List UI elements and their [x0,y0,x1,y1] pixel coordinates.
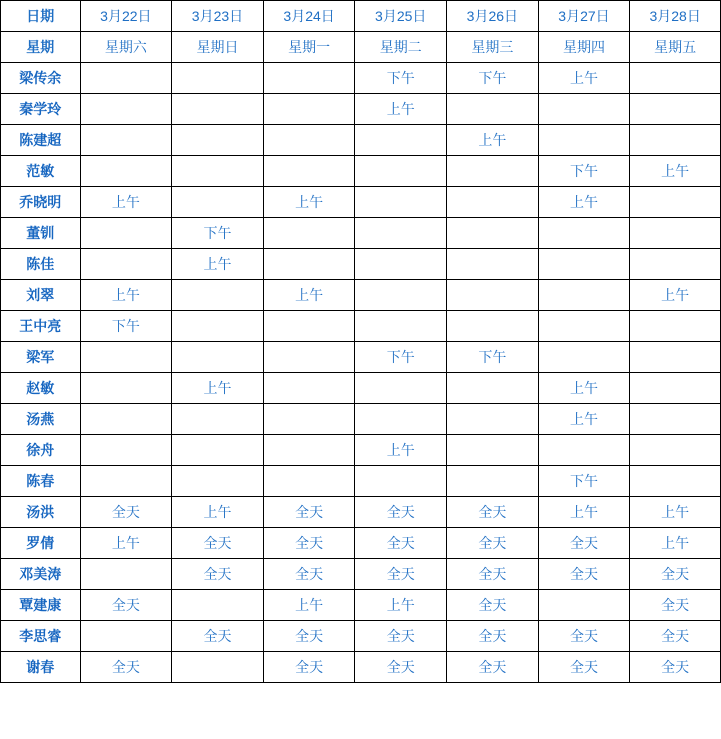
shift-cell: 全天 [355,621,447,652]
date-header-cell: 3月23日 [172,1,264,32]
empty-shift-cell [263,404,355,435]
shift-cell: 下午 [355,342,447,373]
table-row [1,497,721,528]
table-row [1,156,721,187]
empty-shift-cell [630,249,721,280]
shift-cell: 全天 [630,621,721,652]
empty-shift-cell [172,63,264,94]
shift-cell: 上午 [630,280,721,311]
person-name-cell: 赵敏 [1,373,81,404]
shift-cell: 上午 [630,497,721,528]
empty-shift-cell [80,94,172,125]
shift-cell: 全天 [447,528,539,559]
shift-cell: 全天 [630,559,721,590]
empty-shift-cell [355,466,447,497]
empty-shift-cell [172,311,264,342]
person-name-cell: 梁传余 [1,63,81,94]
date-header-cell: 3月22日 [80,1,172,32]
table-row [1,590,721,621]
empty-shift-cell [263,311,355,342]
shift-cell: 上午 [538,63,630,94]
empty-shift-cell [80,373,172,404]
empty-shift-cell [80,435,172,466]
person-name-cell: 汤燕 [1,404,81,435]
shift-cell: 全天 [630,652,721,683]
empty-shift-cell [172,466,264,497]
shift-cell: 全天 [355,528,447,559]
empty-shift-cell [80,125,172,156]
shift-cell: 全天 [80,497,172,528]
empty-shift-cell [447,218,539,249]
shift-cell: 上午 [172,373,264,404]
person-name-cell: 王中亮 [1,311,81,342]
shift-cell: 全天 [263,652,355,683]
empty-shift-cell [263,373,355,404]
empty-shift-cell [172,94,264,125]
table-row [1,621,721,652]
empty-shift-cell [630,94,721,125]
empty-shift-cell [263,218,355,249]
empty-shift-cell [355,280,447,311]
empty-shift-cell [447,187,539,218]
table-row [1,652,721,683]
shift-cell: 下午 [447,342,539,373]
weekday-header-cell: 星期三 [447,32,539,63]
empty-shift-cell [630,187,721,218]
shift-cell: 下午 [538,156,630,187]
shift-cell: 全天 [447,497,539,528]
empty-shift-cell [80,342,172,373]
empty-shift-cell [172,187,264,218]
empty-shift-cell [172,590,264,621]
empty-shift-cell [263,156,355,187]
empty-shift-cell [80,63,172,94]
empty-shift-cell [447,311,539,342]
empty-shift-cell [630,125,721,156]
empty-shift-cell [630,342,721,373]
empty-shift-cell [355,218,447,249]
table-row [1,249,721,280]
date-header-row [1,1,721,32]
empty-shift-cell [538,125,630,156]
shift-cell: 下午 [447,63,539,94]
shift-cell: 上午 [172,497,264,528]
empty-shift-cell [355,156,447,187]
empty-shift-cell [172,404,264,435]
person-name-cell: 刘翠 [1,280,81,311]
shift-cell: 上午 [538,187,630,218]
empty-shift-cell [80,156,172,187]
shift-cell: 上午 [80,187,172,218]
table-row [1,373,721,404]
table-row [1,311,721,342]
weekday-header-row [1,32,721,63]
shift-cell: 全天 [630,590,721,621]
shift-cell: 全天 [355,652,447,683]
empty-shift-cell [80,249,172,280]
person-name-cell: 李思睿 [1,621,81,652]
empty-shift-cell [355,125,447,156]
person-name-cell: 罗倩 [1,528,81,559]
shift-cell: 上午 [630,528,721,559]
empty-shift-cell [172,652,264,683]
shift-cell: 上午 [630,156,721,187]
shift-cell: 全天 [263,621,355,652]
empty-shift-cell [80,559,172,590]
shift-cell: 全天 [538,559,630,590]
empty-shift-cell [630,63,721,94]
date-header-cell: 3月24日 [263,1,355,32]
shift-cell: 上午 [263,590,355,621]
person-name-cell: 邓美涛 [1,559,81,590]
table-row [1,342,721,373]
empty-shift-cell [172,125,264,156]
table-row [1,404,721,435]
empty-shift-cell [263,466,355,497]
empty-shift-cell [80,404,172,435]
empty-shift-cell [355,249,447,280]
person-name-cell: 乔晓明 [1,187,81,218]
empty-shift-cell [538,218,630,249]
empty-shift-cell [263,435,355,466]
empty-shift-cell [447,94,539,125]
table-row [1,435,721,466]
empty-shift-cell [80,218,172,249]
empty-shift-cell [80,466,172,497]
empty-shift-cell [172,156,264,187]
empty-shift-cell [80,621,172,652]
shift-cell: 全天 [538,528,630,559]
shift-cell: 上午 [538,404,630,435]
weekday-label: 星期 [1,32,81,63]
empty-shift-cell [630,435,721,466]
shift-cell: 全天 [447,652,539,683]
person-name-cell: 覃建康 [1,590,81,621]
shift-cell: 全天 [263,528,355,559]
shift-cell: 全天 [447,621,539,652]
table-row [1,218,721,249]
person-name-cell: 秦学玲 [1,94,81,125]
table-row [1,280,721,311]
shift-cell: 全天 [538,621,630,652]
person-name-cell: 陈春 [1,466,81,497]
person-name-cell: 汤洪 [1,497,81,528]
shift-cell: 上午 [355,94,447,125]
shift-cell: 下午 [80,311,172,342]
empty-shift-cell [172,280,264,311]
shift-cell: 上午 [355,590,447,621]
empty-shift-cell [355,187,447,218]
shift-cell: 全天 [172,528,264,559]
shift-cell: 上午 [538,497,630,528]
empty-shift-cell [447,249,539,280]
shift-cell: 下午 [172,218,264,249]
table-row [1,94,721,125]
person-name-cell: 董钏 [1,218,81,249]
shift-cell: 上午 [355,435,447,466]
empty-shift-cell [172,435,264,466]
empty-shift-cell [355,404,447,435]
table-row [1,528,721,559]
date-header-cell: 3月27日 [538,1,630,32]
person-name-cell: 谢春 [1,652,81,683]
empty-shift-cell [538,249,630,280]
table-row [1,187,721,218]
date-header-cell: 3月25日 [355,1,447,32]
empty-shift-cell [447,466,539,497]
table-row [1,466,721,497]
person-name-cell: 范敏 [1,156,81,187]
shift-cell: 上午 [80,280,172,311]
shift-cell: 上午 [447,125,539,156]
person-name-cell: 梁军 [1,342,81,373]
empty-shift-cell [538,342,630,373]
empty-shift-cell [172,342,264,373]
shift-cell: 全天 [447,559,539,590]
person-name-cell: 徐舟 [1,435,81,466]
empty-shift-cell [263,342,355,373]
empty-shift-cell [263,125,355,156]
empty-shift-cell [630,218,721,249]
empty-shift-cell [630,311,721,342]
empty-shift-cell [447,156,539,187]
date-header-cell: 3月28日 [630,1,721,32]
empty-shift-cell [447,280,539,311]
weekday-header-cell: 星期四 [538,32,630,63]
person-name-cell: 陈建超 [1,125,81,156]
shift-cell: 上午 [80,528,172,559]
table-row [1,125,721,156]
shift-cell: 全天 [80,590,172,621]
shift-cell: 全天 [263,497,355,528]
shift-cell: 上午 [263,187,355,218]
shift-cell: 下午 [538,466,630,497]
empty-shift-cell [263,94,355,125]
shift-cell: 全天 [172,559,264,590]
weekday-header-cell: 星期日 [172,32,264,63]
corner-label: 日期 [1,1,81,32]
shift-cell: 全天 [447,590,539,621]
shift-cell: 全天 [80,652,172,683]
empty-shift-cell [447,404,539,435]
shift-cell: 全天 [172,621,264,652]
empty-shift-cell [630,373,721,404]
empty-shift-cell [630,466,721,497]
table-row [1,63,721,94]
shift-cell: 上午 [263,280,355,311]
shift-cell: 上午 [172,249,264,280]
date-header-cell: 3月26日 [447,1,539,32]
empty-shift-cell [630,404,721,435]
shift-cell: 全天 [355,559,447,590]
weekday-header-cell: 星期五 [630,32,721,63]
person-name-cell: 陈佳 [1,249,81,280]
shift-cell: 全天 [355,497,447,528]
weekday-header-cell: 星期二 [355,32,447,63]
empty-shift-cell [538,311,630,342]
shift-cell: 下午 [355,63,447,94]
shift-cell: 全天 [263,559,355,590]
shift-cell: 上午 [538,373,630,404]
empty-shift-cell [263,63,355,94]
shift-cell: 全天 [538,652,630,683]
empty-shift-cell [447,373,539,404]
empty-shift-cell [538,94,630,125]
weekday-header-cell: 星期一 [263,32,355,63]
empty-shift-cell [538,590,630,621]
empty-shift-cell [355,311,447,342]
empty-shift-cell [263,249,355,280]
table-row [1,559,721,590]
weekday-header-cell: 星期六 [80,32,172,63]
empty-shift-cell [538,280,630,311]
empty-shift-cell [355,373,447,404]
empty-shift-cell [447,435,539,466]
empty-shift-cell [538,435,630,466]
